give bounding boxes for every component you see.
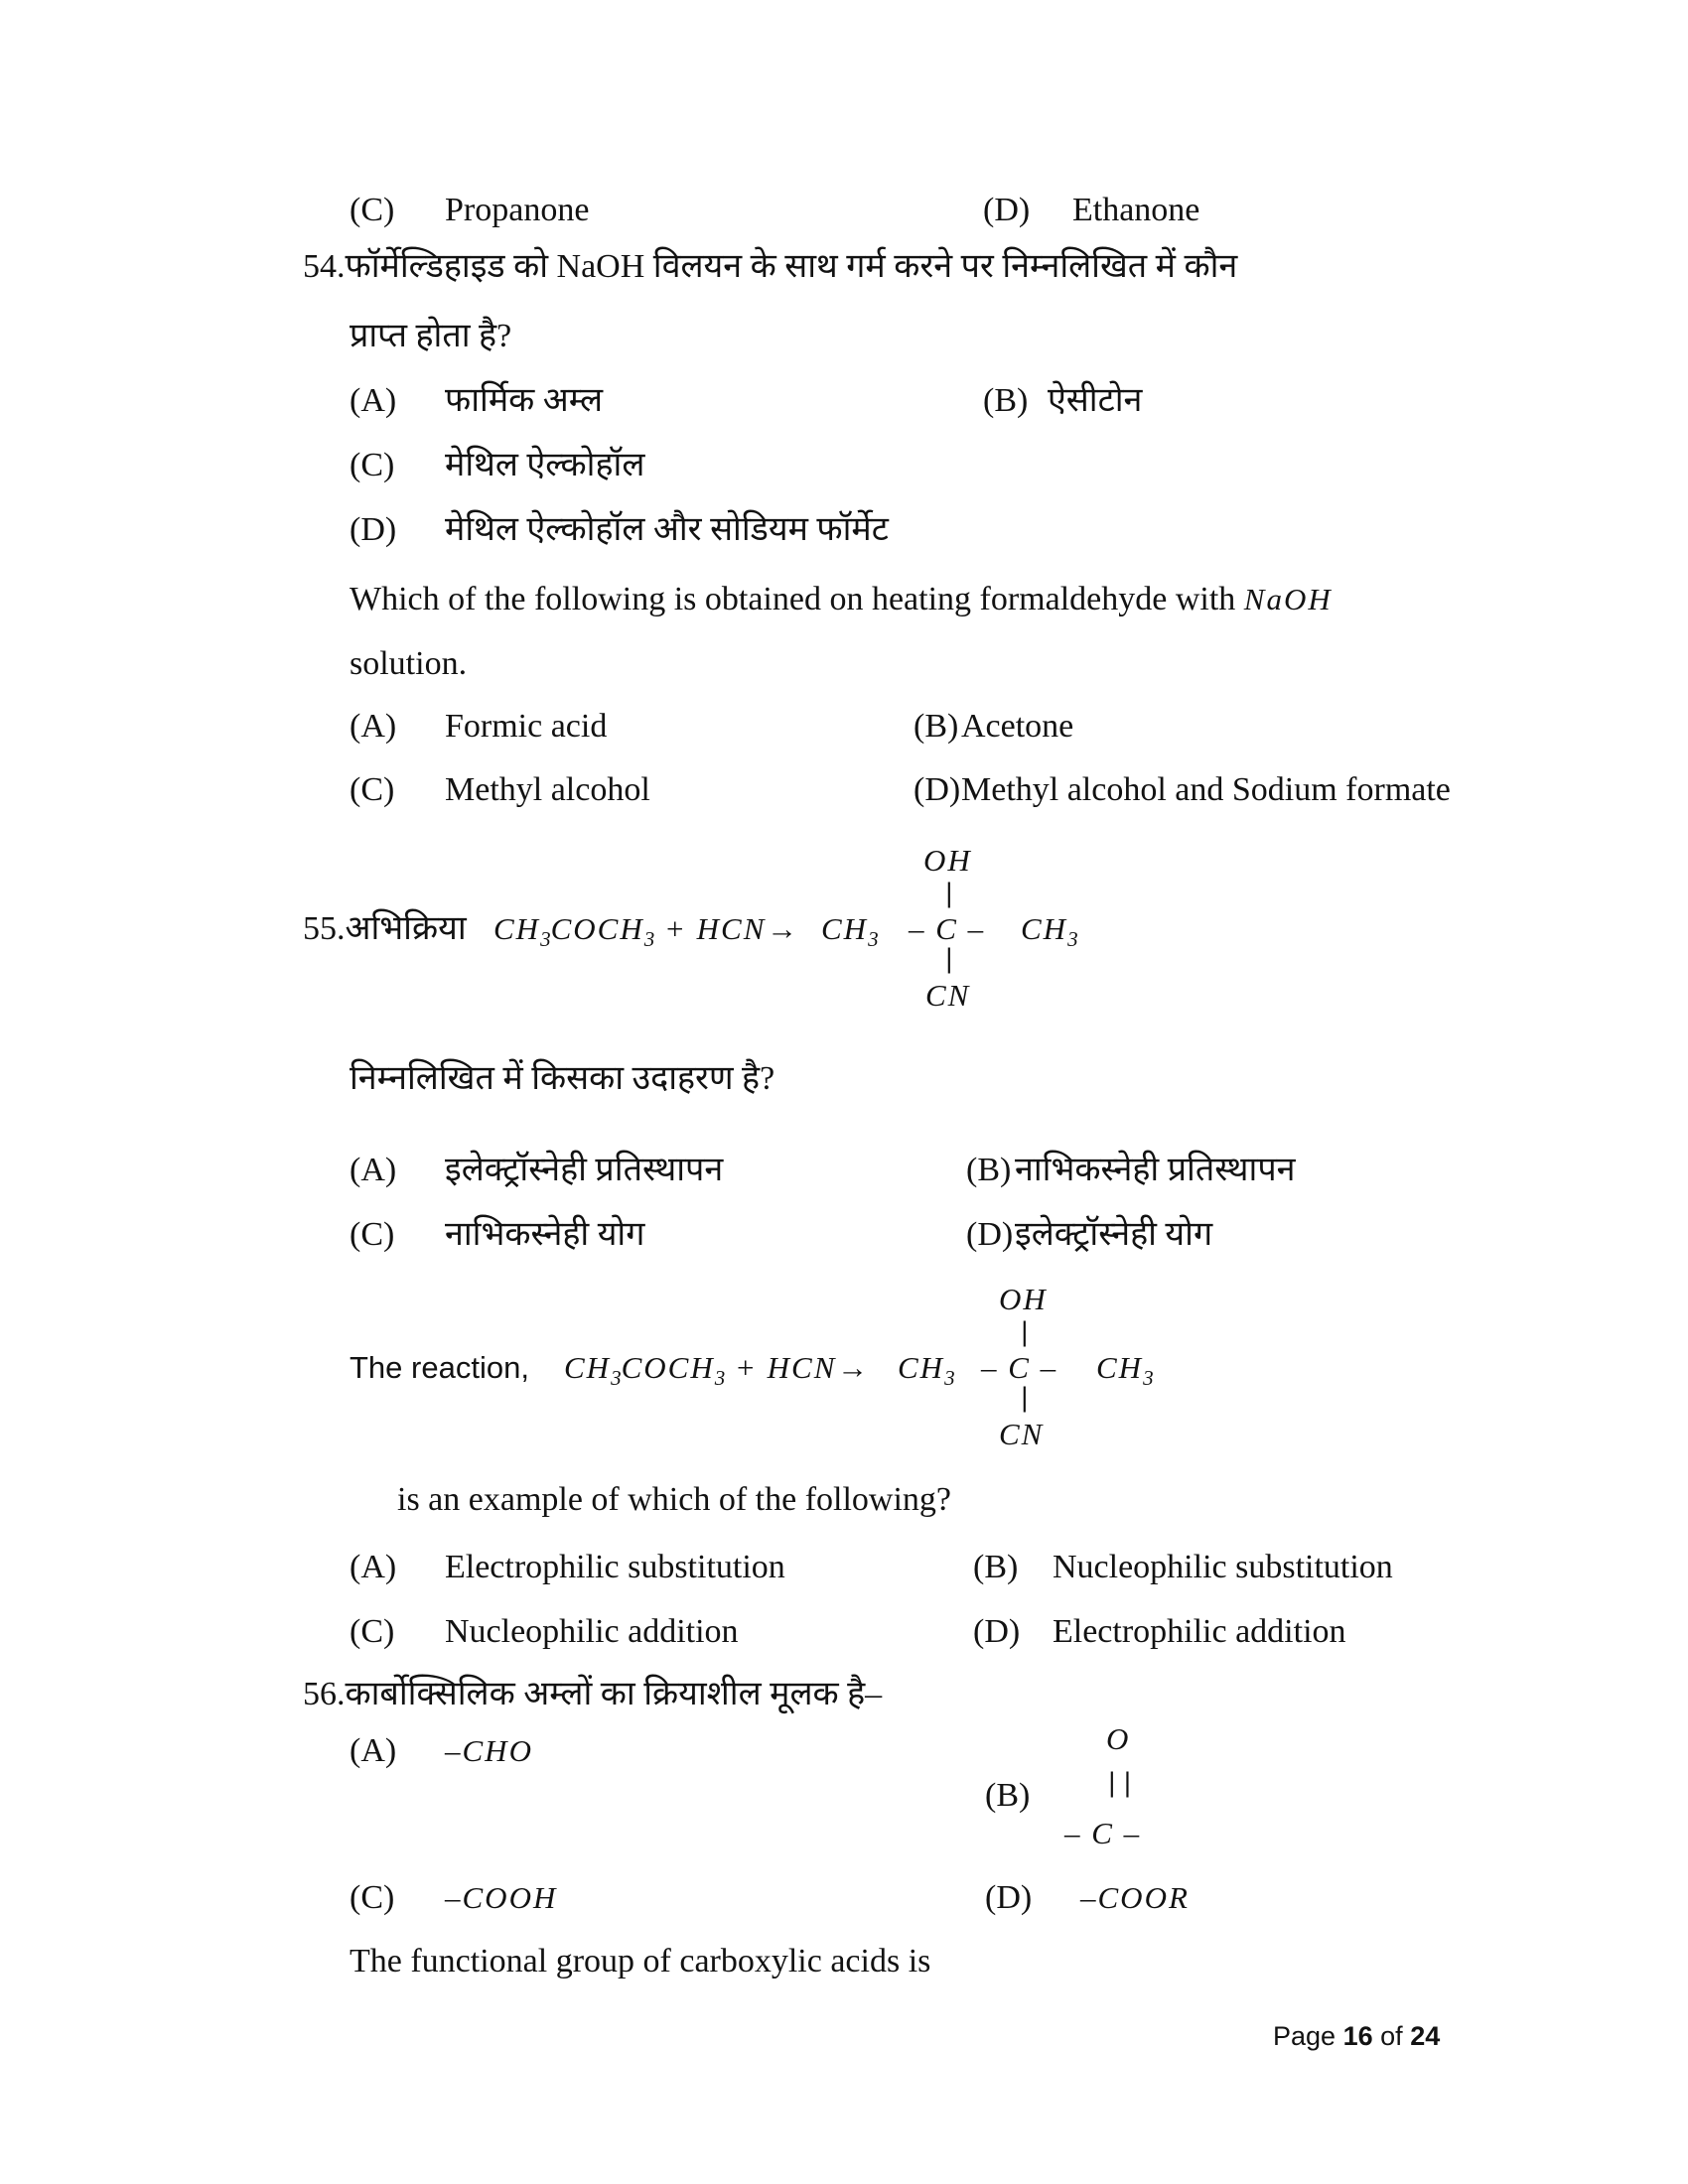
option-label: (D) (985, 1879, 1033, 1916)
q56-option-c (350, 1877, 557, 1920)
option-text: Acetone (961, 708, 1074, 745)
q54-hindi-option-a (350, 380, 603, 423)
option-text: Nucleophilic addition (445, 1613, 739, 1650)
option-text: फार्मिक अम्ल (445, 382, 604, 419)
option-label: (C) (350, 771, 395, 808)
q55-english-option-c (350, 1611, 739, 1654)
carbonyl-oxygen: O (1106, 1721, 1131, 1756)
bond-vertical-icon: | (941, 879, 957, 908)
q55-hindi-option-b (966, 1150, 1296, 1192)
option-text: Electrophilic substitution (445, 1549, 785, 1585)
question-text: Which of the following is obtained on heating formaldehyde with (350, 581, 1236, 617)
option-text: Electrophilic addition (1053, 1613, 1346, 1650)
q54-english-question-line1 (350, 579, 1333, 621)
footer-page-word: Page (1273, 2021, 1336, 2051)
methyl-left: $CH_3$ (898, 1350, 955, 1391)
reaction-arrow-icon: → (767, 911, 799, 946)
q54-english-option-c (350, 769, 650, 812)
methyl-right: $CH_3$ (1096, 1350, 1154, 1391)
reaction-arrow-icon: → (837, 1350, 870, 1385)
option-label: (C) (350, 447, 395, 483)
bond-vertical-icon: | (1017, 1317, 1033, 1347)
option-label: (A) (350, 1732, 397, 1769)
q55-hindi-option-c (350, 1214, 644, 1257)
option-text: ऐसीटोन (1048, 382, 1143, 419)
chemical-formula: –COOR (1080, 1880, 1190, 1915)
structure-bottom-label: CN (925, 978, 971, 1013)
option-text: इलेक्ट्रॉस्नेही प्रतिस्थापन (445, 1152, 724, 1188)
option-label: (C) (350, 192, 395, 228)
option-text: मेथिल ऐल्कोहॉल और सोडियम फॉर्मेट (445, 511, 889, 548)
option-label: (D) (983, 192, 1031, 228)
q54-hindi-question-line1 (303, 246, 1237, 289)
option-text: Ethanone (1072, 192, 1200, 228)
q54-hindi-option-d (350, 509, 889, 552)
q56-option-d (985, 1877, 1190, 1920)
q55-english-option-d (973, 1611, 1346, 1654)
q55-hindi-option-d (966, 1214, 1212, 1257)
option-text: मेथिल ऐल्कोहॉल (445, 447, 645, 483)
option-label: (A) (350, 1152, 397, 1188)
footer-page-number: 16 (1342, 2021, 1373, 2051)
q54-english-option-a (350, 706, 607, 749)
option-label: (D) (966, 1216, 1014, 1253)
q56-english-question (350, 1941, 930, 1983)
bond-vertical-icon: | (1017, 1383, 1033, 1413)
option-label: (C) (350, 1216, 395, 1253)
reaction-lhs-formula: $CH_3COCH_3$ + HCN (564, 1350, 837, 1391)
structure-top-label: OH (923, 843, 972, 878)
option-label: (A) (350, 708, 397, 745)
option-text: Nucleophilic substitution (1053, 1549, 1393, 1585)
question-number: 54. (303, 248, 346, 285)
chemical-formula: NaOH (1243, 582, 1333, 616)
q56-option-b-label (985, 1775, 1030, 1818)
page-footer (1273, 2020, 1440, 2054)
footer-of-word: of (1380, 2021, 1403, 2051)
option-label: (C) (350, 1613, 395, 1650)
carbonyl-carbon: – C – (1064, 1816, 1142, 1850)
question-text: The functional group of carboxylic acids is (350, 1943, 931, 1979)
question-text: निम्नलिखित में किसका उदाहरण है? (350, 1060, 775, 1097)
option-label: (B) (914, 708, 959, 745)
q54-hindi-option-b (983, 380, 1142, 423)
structure-top-label: OH (999, 1282, 1048, 1316)
q55-english-option-a (350, 1547, 785, 1589)
question-text: प्राप्त होता है? (350, 318, 512, 354)
option-label: (B) (985, 1777, 1031, 1814)
option-label: (A) (350, 1549, 397, 1585)
structure-bottom-label: CN (999, 1417, 1045, 1451)
prev-option-d (983, 190, 1199, 232)
q55-english-question (397, 1479, 951, 1522)
q55-english-lead: The reaction, (350, 1350, 529, 1385)
chemical-formula: –COOH (445, 1880, 558, 1915)
option-text: नाभिकस्नेही योग (445, 1216, 645, 1253)
central-carbon: – C – (981, 1350, 1058, 1385)
q54-hindi-question-line2 (350, 316, 511, 358)
methyl-left: $CH_3$ (821, 911, 879, 952)
prev-option-c (350, 190, 589, 232)
option-label: (D) (350, 511, 397, 548)
question-text: is an example of which of the following? (397, 1481, 952, 1518)
option-text: Propanone (445, 192, 590, 228)
reaction-lhs-formula: $CH_3COCH_3$ + HCN (493, 911, 767, 952)
question-text: solution. (350, 645, 468, 682)
option-text: Formic acid (445, 708, 608, 745)
q55-hindi-question (350, 1058, 774, 1101)
q55-hindi-option-a (350, 1150, 723, 1192)
option-text: इलेक्ट्रॉस्नेही योग (1015, 1216, 1213, 1253)
q54-english-option-b (914, 706, 1073, 749)
option-label: (B) (966, 1152, 1012, 1188)
q54-english-option-d (914, 769, 1451, 812)
option-text: Methyl alcohol (445, 771, 650, 808)
option-label: (C) (350, 1879, 395, 1916)
q54-english-question-line2 (350, 643, 467, 686)
q56-option-a (350, 1730, 533, 1773)
q56-hindi-question (303, 1674, 882, 1716)
option-label: (D) (973, 1613, 1021, 1650)
methyl-right: $CH_3$ (1021, 911, 1078, 952)
q55-hindi-lead: 55.अभिक्रिया (303, 910, 467, 947)
option-label: (D) (914, 771, 961, 808)
q54-hindi-option-c (350, 445, 644, 487)
option-text: Methyl alcohol and Sodium formate (961, 771, 1451, 808)
question-text: फॉर्मेल्डिहाइड को NaOH विलयन के साथ गर्म करने पर निम्नलिखित में कौन (345, 248, 1238, 285)
bond-vertical-icon: | (941, 944, 957, 974)
central-carbon: – C – (909, 911, 986, 946)
option-label: (B) (973, 1549, 1019, 1585)
question-text: 56.कार्बोक्सिलिक अम्लों का क्रियाशील मूलक है– (303, 1676, 883, 1712)
option-text: नाभिकस्नेही प्रतिस्थापन (1015, 1152, 1296, 1188)
option-label: (A) (350, 382, 397, 419)
option-label: (B) (983, 382, 1029, 419)
q55-english-option-b (973, 1547, 1393, 1589)
double-bond-icon: || (1104, 1768, 1136, 1798)
chemical-formula: –CHO (445, 1733, 533, 1768)
footer-total-pages: 24 (1410, 2021, 1441, 2051)
